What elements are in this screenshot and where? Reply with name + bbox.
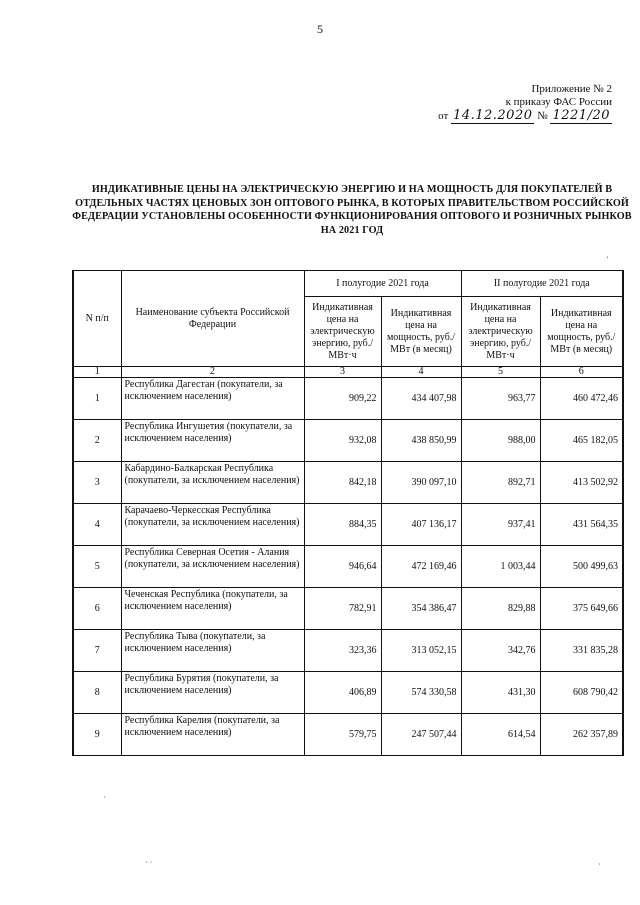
energy-price-h2: 937,41: [461, 504, 540, 546]
header-energy-price-h2: Индикативная цена на электрическую энергию, руб./МВт·ч: [461, 297, 540, 367]
header-energy-price-h1: Индикативная цена на электрическую энергию, руб./МВт·ч: [304, 297, 381, 367]
capacity-price-h1: 354 386,47: [381, 588, 461, 630]
header-capacity-price-h1: Индикативная цена на мощность, руб./МВт (в месяц): [381, 297, 461, 367]
capacity-price-h1: 574 330,58: [381, 672, 461, 714]
energy-price-h1: 579,75: [304, 714, 381, 756]
region-name: Республика Дагестан (покупатели, за исключением населения): [121, 378, 304, 420]
number-prefix: №: [537, 110, 548, 122]
energy-price-h2: 1 003,44: [461, 546, 540, 588]
energy-price-h2: 614,54: [461, 714, 540, 756]
region-name: Республика Карелия (покупатели, за исключением населения): [121, 714, 304, 756]
header-capacity-price-h2: Индикативная цена на мощность, руб./МВт (в месяц): [540, 297, 623, 367]
scan-speck: ': [607, 255, 609, 264]
column-number: 4: [381, 367, 461, 378]
capacity-price-h1: 247 507,44: [381, 714, 461, 756]
handwritten-date: 14.12.2020: [453, 108, 533, 123]
table-row: [73, 420, 623, 462]
capacity-price-h1: 434 407,98: [381, 378, 461, 420]
capacity-price-h1: 313 052,15: [381, 630, 461, 672]
header-num: N п/п: [73, 271, 121, 367]
header-half1: I полугодие 2021 года: [304, 271, 461, 297]
energy-price-h2: 342,76: [461, 630, 540, 672]
energy-price-h2: 829,88: [461, 588, 540, 630]
energy-price-h1: 323,36: [304, 630, 381, 672]
appendix-line1: Приложение № 2: [531, 83, 612, 95]
column-number: 3: [304, 367, 381, 378]
from-prefix: от: [438, 110, 449, 122]
appendix-date-line: [438, 109, 612, 123]
page-number: 5: [317, 22, 323, 36]
capacity-price-h2: 460 472,46: [540, 378, 623, 420]
column-number: 1: [73, 367, 121, 378]
capacity-price-h2: 262 357,89: [540, 714, 623, 756]
scan-speck: ·: [103, 793, 106, 802]
energy-price-h2: 963,77: [461, 378, 540, 420]
table-row: [73, 588, 623, 630]
region-name: Республика Северная Осетия - Алания (покупатели, за исключением населения): [121, 546, 304, 588]
energy-price-h1: 932,08: [304, 420, 381, 462]
table-row: [73, 546, 623, 588]
capacity-price-h1: 472 169,46: [381, 546, 461, 588]
capacity-price-h2: 431 564,35: [540, 504, 623, 546]
capacity-price-h1: 390 097,10: [381, 462, 461, 504]
row-number: 1: [73, 378, 121, 420]
table-row: [73, 378, 623, 420]
capacity-price-h2: 413 502,92: [540, 462, 623, 504]
energy-price-h1: 406,89: [304, 672, 381, 714]
region-name: Чеченская Республика (покупатели, за исключением населения): [121, 588, 304, 630]
row-number: 4: [73, 504, 121, 546]
header-region: Наименование субъекта Российской Федерации: [121, 271, 304, 367]
row-number: 6: [73, 588, 121, 630]
region-name: Республика Бурятия (покупатели, за исключением населения): [121, 672, 304, 714]
price-table: [72, 270, 624, 756]
row-number: 8: [73, 672, 121, 714]
scan-speck: ·: [598, 860, 601, 869]
region-name: Кабардино-Балкарская Республика (покупатели, за исключением населения): [121, 462, 304, 504]
row-number: 5: [73, 546, 121, 588]
column-number: 5: [461, 367, 540, 378]
table-row: [73, 630, 623, 672]
capacity-price-h1: 438 850,99: [381, 420, 461, 462]
scan-speck: · ·: [145, 858, 153, 867]
row-number: 3: [73, 462, 121, 504]
row-number: 2: [73, 420, 121, 462]
table-row: [73, 714, 623, 756]
table-row: [73, 672, 623, 714]
energy-price-h1: 946,64: [304, 546, 381, 588]
region-name: Республика Ингушетия (покупатели, за исключением населения): [121, 420, 304, 462]
energy-price-h2: 892,71: [461, 462, 540, 504]
energy-price-h1: 842,18: [304, 462, 381, 504]
energy-price-h1: 909,22: [304, 378, 381, 420]
column-number-row: [73, 367, 623, 378]
energy-price-h2: 431,30: [461, 672, 540, 714]
column-number: 2: [121, 367, 304, 378]
table-row: [73, 462, 623, 504]
capacity-price-h2: 608 790,42: [540, 672, 623, 714]
header-half2: II полугодие 2021 года: [461, 271, 623, 297]
capacity-price-h2: 331 835,28: [540, 630, 623, 672]
capacity-price-h2: 465 182,05: [540, 420, 623, 462]
capacity-price-h2: 500 499,63: [540, 546, 623, 588]
capacity-price-h2: 375 649,66: [540, 588, 623, 630]
region-name: Республика Тыва (покупатели, за исключением населения): [121, 630, 304, 672]
table-row: [73, 504, 623, 546]
appendix-line2: к приказу ФАС России: [505, 96, 612, 108]
region-name: Карачаево-Черкесская Республика (покупатели, за исключением населения): [121, 504, 304, 546]
row-number: 7: [73, 630, 121, 672]
appendix-block: [438, 83, 612, 123]
handwritten-number: 1221/20: [552, 108, 610, 123]
energy-price-h1: 884,35: [304, 504, 381, 546]
column-number: 6: [540, 367, 623, 378]
capacity-price-h1: 407 136,17: [381, 504, 461, 546]
row-number: 9: [73, 714, 121, 756]
document-title: ИНДИКАТИВНЫЕ ЦЕНЫ НА ЭЛЕКТРИЧЕСКУЮ ЭНЕРГИЮ И НА МОЩНОСТЬ ДЛЯ ПОКУПАТЕЛЕЙ В ОТДЕЛЬНЫХ ЧАСТЯХ ЦЕНОВЫХ ЗОН ОПТОВОГО РЫНКА, В КОТОРЫХ ПРАВИТЕЛЬСТВОМ РОССИЙСКОЙ ФЕДЕРАЦИИ УСТАНОВЛЕНЫ ОСОБЕННОСТИ ФУНКЦИОНИРОВАНИЯ ОПТОВОГО И РОЗНИЧНЫХ РЫНКОВ НА 2021 ГОД: [72, 184, 632, 236]
energy-price-h1: 782,91: [304, 588, 381, 630]
energy-price-h2: 988,00: [461, 420, 540, 462]
